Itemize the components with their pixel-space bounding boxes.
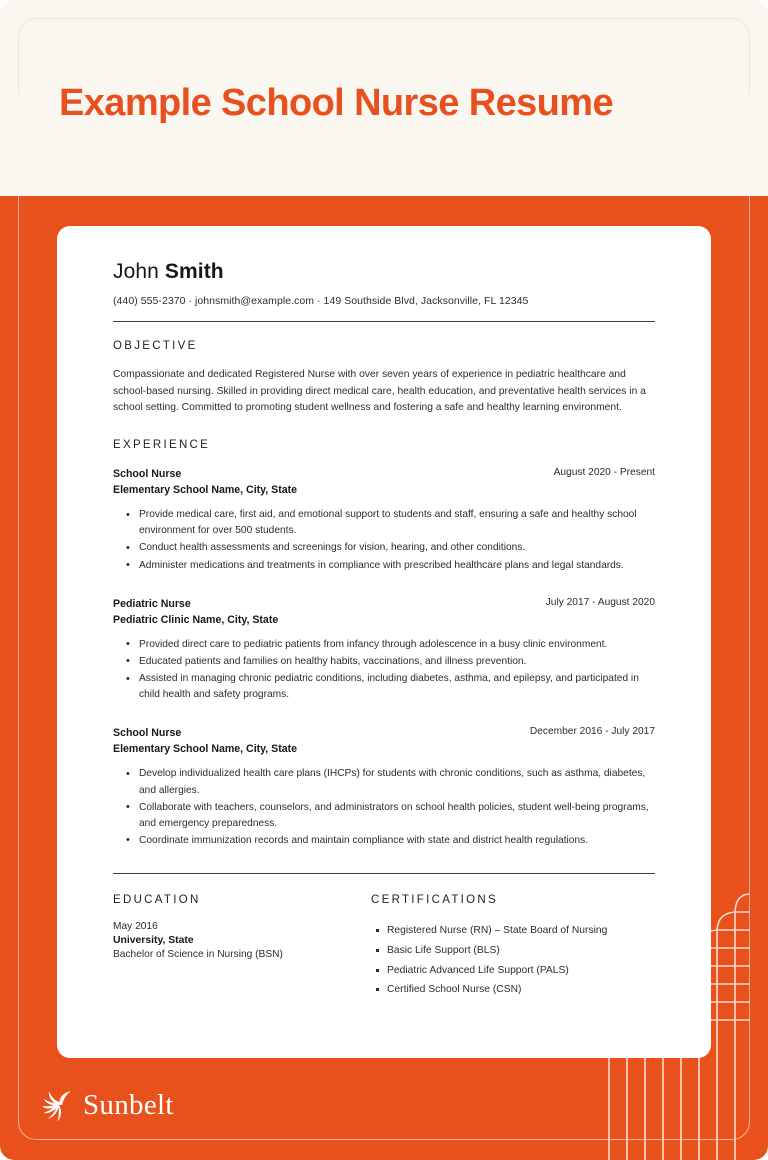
certification-item: Registered Nurse (RN) – State Board of Nursing [387, 921, 655, 941]
experience-item [113, 466, 655, 574]
brand-logo [42, 1088, 174, 1122]
education-date: May 2016 [113, 921, 158, 932]
job-employer: Elementary School Name, City, State [113, 743, 298, 756]
candidate-name [113, 260, 655, 284]
job-employer: Pediatric Clinic Name, City, State [113, 613, 279, 626]
page-title: Example School Nurse Resume [59, 82, 614, 124]
job-bullet: • Coordinate immunization records and maintain compliance with state and district health regulations. [139, 833, 655, 849]
education-column [113, 894, 371, 1000]
contact-line: (440) 555-2370 · johnsmith@example.com · 149 Southside Blvd, Jacksonville, FL 12345 [113, 295, 529, 307]
brand-name: Sunbelt [83, 1088, 174, 1121]
divider-bottom [113, 873, 655, 874]
section-title-experience: EXPERIENCE [113, 439, 211, 452]
job-title: School Nurse [113, 727, 182, 740]
certification-item: Certified School Nurse (CSN) [387, 980, 655, 1000]
job-bullet: • Collaborate with teachers, counselors, and administrators on school health policies, student well-being programs, and emergency preparedness. [139, 800, 655, 832]
candidate-last-name: Smith [164, 260, 224, 283]
experience-item [113, 725, 655, 849]
section-title-education: EDUCATION [113, 894, 201, 906]
experience-item-header [113, 725, 655, 757]
experience-item-header [113, 466, 655, 498]
job-bullet: • Administer medications and treatments in compliance with prescribed healthcare plans and legal standards. [139, 558, 655, 574]
experience-item-titles [113, 466, 297, 498]
job-bullet-list [113, 766, 655, 849]
education-degree: Bachelor of Science in Nursing (BSN) [113, 949, 283, 960]
experience-item-titles [113, 725, 297, 757]
certifications-list [371, 921, 655, 1000]
certifications-column [371, 894, 655, 1000]
job-bullet: • Provide medical care, first aid, and emotional support to students and staff, ensuring a safe and healthy school environment for over 500 students. [139, 507, 655, 539]
header-band [0, 0, 768, 196]
job-dates: December 2016 - July 2017 [529, 726, 655, 738]
job-bullet-list [113, 507, 655, 573]
sunbelt-swirl-icon [42, 1088, 76, 1122]
job-bullet: • Educated patients and families on healthy habits, vaccinations, and illness prevention. [139, 654, 655, 670]
job-dates: August 2020 - Present [553, 467, 655, 479]
job-bullet: • Assisted in managing chronic pediatric conditions, including diabetes, asthma, and epilepsy, and participated in child health and safety programs. [139, 671, 655, 703]
job-title: Pediatric Nurse [113, 597, 191, 610]
job-employer: Elementary School Name, City, State [113, 484, 298, 497]
job-bullet: • Provided direct care to pediatric patients from infancy through adolescence in a busy clinic environment. [139, 637, 655, 653]
job-dates: July 2017 - August 2020 [545, 596, 655, 608]
job-title: School Nurse [113, 468, 182, 481]
section-title-certifications: CERTIFICATIONS [371, 894, 498, 906]
experience-item-header [113, 596, 655, 628]
section-title-objective: OBJECTIVE [113, 340, 198, 352]
job-bullet-list [113, 637, 655, 703]
experience-item [113, 596, 655, 704]
experience-item-titles [113, 596, 278, 628]
objective-text: Compassionate and dedicated Registered Nurse with over seven years of experience in pediatric healthcare and school-based nursing. Skilled in providing direct medical care, health education, and preventative health services in a school setting. Committed to promoting student wellness and fostering a safe and healthy learning environment. [113, 369, 646, 414]
candidate-first-name: John [113, 260, 159, 283]
certification-item: Basic Life Support (BLS) [387, 941, 655, 961]
job-bullet: • Develop individualized health care plans (IHCPs) for students with chronic conditions, such as asthma, diabetes, and allergies. [139, 766, 655, 798]
education-school: University, State [113, 935, 194, 946]
resume-card [57, 226, 711, 1058]
spacer [113, 580, 655, 596]
education-certifications-row [113, 894, 655, 1000]
job-bullet: • Conduct health assessments and screenings for vision, hearing, and other conditions. [139, 540, 655, 556]
certification-item: Pediatric Advanced Life Support (PALS) [387, 961, 655, 981]
spacer [113, 709, 655, 725]
divider-top [113, 321, 655, 322]
